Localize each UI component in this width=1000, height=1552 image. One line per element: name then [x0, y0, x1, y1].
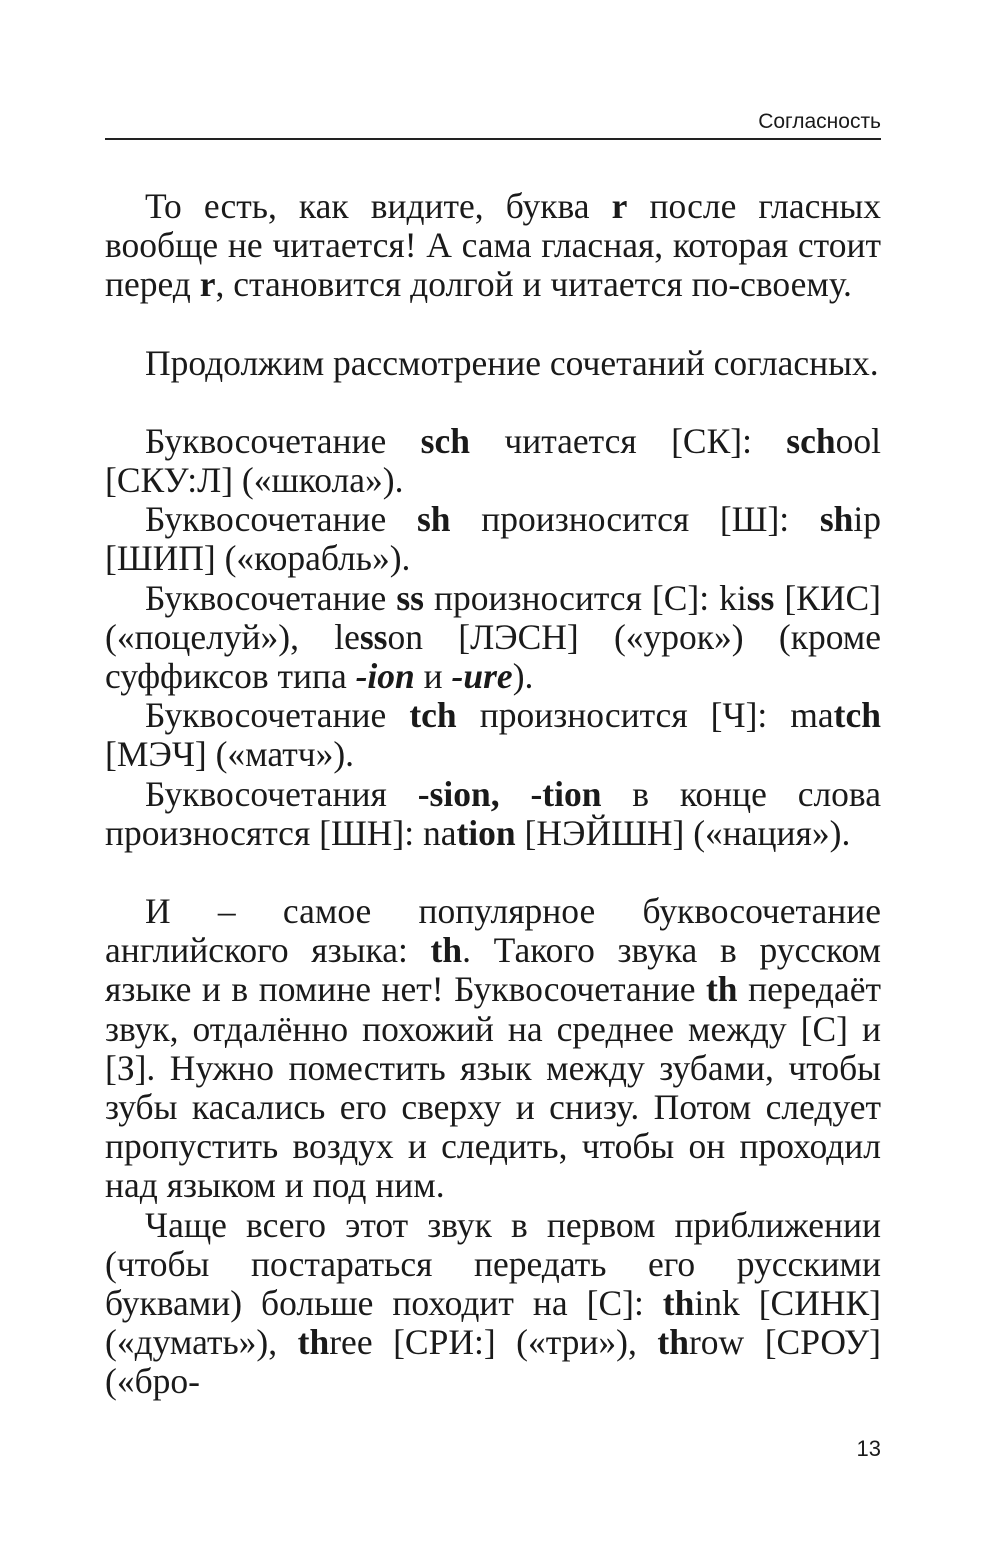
bold-term: ss: [396, 577, 424, 618]
paragraph: [105, 187, 881, 305]
bold-term: sch: [420, 420, 470, 461]
text-run: ).: [512, 656, 534, 697]
bold-term: -sion, -tion: [417, 773, 602, 814]
text-run: в конце слова произносятся [ШН]: na: [105, 773, 881, 853]
text-run: on [ЛЭСН] («урок») (кроме суффиксов типа: [105, 616, 881, 697]
bold-term: ss: [359, 616, 388, 657]
text-run: ip [ШИП] («корабль»).: [105, 499, 881, 579]
bold-term: r: [611, 186, 628, 226]
text-run: Буквосочетание: [145, 420, 421, 461]
paragraph: [105, 579, 881, 697]
bold-term: tch: [833, 695, 881, 736]
body-text: [105, 187, 881, 1402]
italic-suffix: -ion: [355, 656, 415, 697]
text-run: произносится [Ч]: ma: [456, 695, 834, 736]
text-run: Продолжим рассмотрение сочетаний согласных.: [145, 342, 879, 383]
text-run: Буквосочетание: [145, 577, 397, 618]
bold-term: th: [657, 1322, 689, 1363]
paragraph: [105, 422, 881, 500]
paragraph: [105, 696, 881, 774]
italic-suffix: -ure: [451, 656, 513, 697]
text-run: Буквосочетания: [145, 773, 418, 814]
text-run: , становится долгой и читается по-своему.: [215, 264, 852, 305]
bold-term: th: [662, 1283, 695, 1324]
bold-term: th: [297, 1322, 330, 1363]
bold-term: r: [199, 264, 216, 305]
text-run: Чаще всего этот звук в первом приближении (чтобы постараться передать его русскими буквами) больше походит на [С]:: [105, 1204, 881, 1324]
bold-term: th: [430, 930, 463, 971]
paragraph: [105, 344, 881, 383]
bold-term: th: [705, 969, 738, 1010]
text-run: после гласных вообще не читается! А сама гласная, которая стоит перед: [105, 186, 881, 305]
text-run: произносится [С]: ki: [423, 577, 747, 618]
bold-term: sh: [819, 499, 854, 540]
paragraph: [105, 775, 881, 853]
bold-term: tch: [409, 695, 457, 736]
paragraph: [105, 892, 881, 1206]
text-run: и: [414, 656, 452, 697]
text-run: Буквосочетание: [145, 499, 417, 540]
header-rule: [105, 138, 881, 140]
bold-term: ss: [746, 577, 775, 618]
text-run: [МЭЧ] («матч»).: [105, 734, 355, 775]
text-run: . Такого звука в русском языке и в помине нет! Буквосочетание: [105, 930, 881, 1010]
text-run: То есть, как видите, буква: [145, 186, 612, 226]
text-run: И – самое популярное буквосочетание английского языка:: [105, 891, 881, 971]
text-run: читается [СК]:: [470, 420, 787, 461]
text-run: ree [СРИ:] («три»),: [329, 1322, 658, 1363]
text-run: [КИС] («поцелуй»), le: [105, 577, 881, 657]
bold-term: sh: [416, 499, 451, 540]
bold-term: tion: [456, 812, 516, 853]
text-run: передаёт звук, отдалённо похожий на среднее между [С] и [З]. Нужно поместить язык между зубами, чтобы зубы касались его сверху и снизу. Потом следует пропустить воздух и следить, чтобы он проходил над языком и под ним.: [105, 969, 881, 1206]
bold-term: sch: [786, 420, 836, 461]
text-run: row [СРОУ] («бро-: [105, 1322, 881, 1402]
text-run: Буквосочетание: [145, 695, 410, 736]
text-run: [НЭЙШН] («нация»).: [515, 812, 851, 853]
running-head: Согласность: [758, 110, 881, 133]
paragraph: [105, 500, 881, 578]
text-run: ink [СИНК] («думать»),: [105, 1283, 881, 1363]
text-run: ool [СКУ:Л] («школа»).: [105, 420, 881, 501]
paragraph: [105, 1206, 881, 1402]
text-run: произносится [Ш]:: [450, 499, 820, 540]
page-number: 13: [856, 1436, 881, 1461]
